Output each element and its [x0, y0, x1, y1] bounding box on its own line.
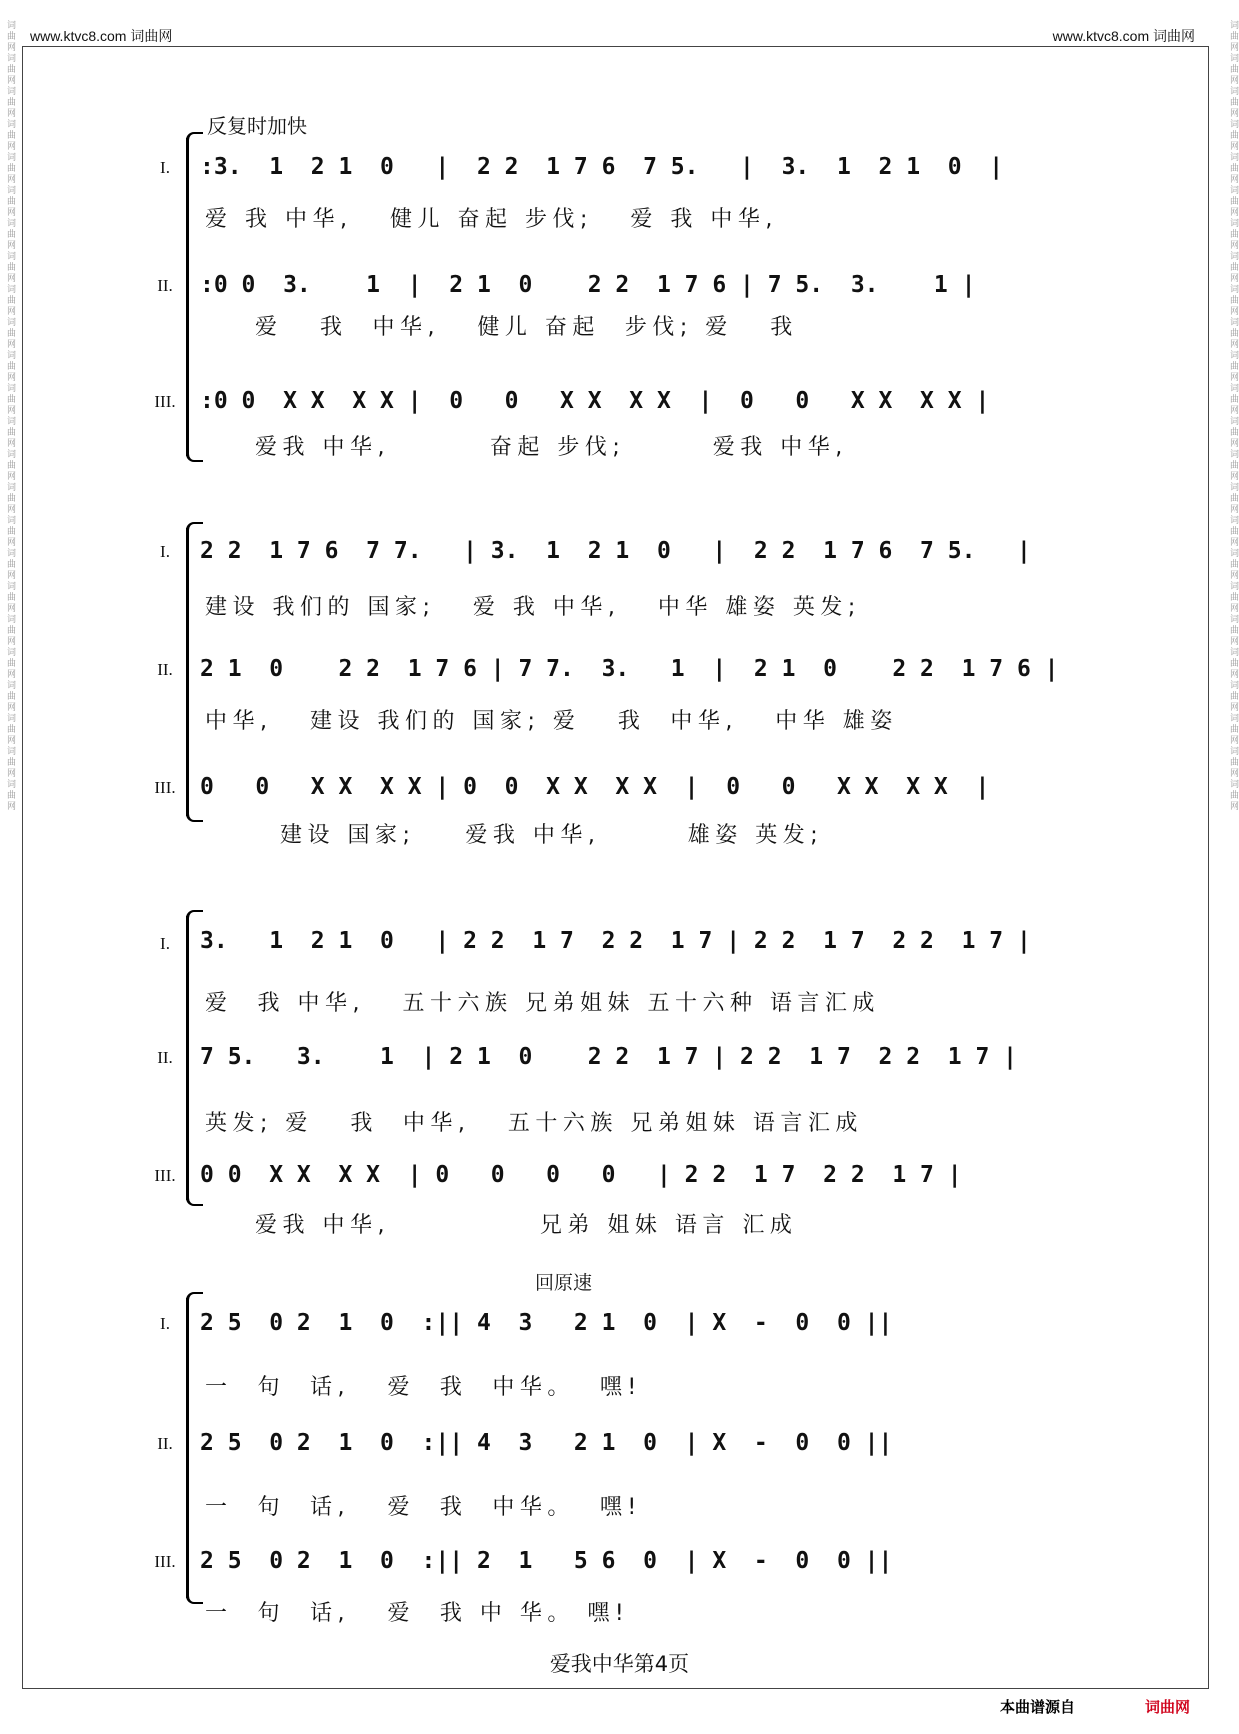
- staff-lyrics: 一 句 话, 爱 我 中华。 嘿!: [205, 1495, 642, 1520]
- score-system-1: [150, 130, 1100, 470]
- system-bracket: [186, 528, 201, 816]
- staff-lyrics: 中华, 建设 我们的 国家; 爱 我 中华, 中华 雄姿: [205, 709, 898, 734]
- part-label-3: III.: [154, 392, 176, 411]
- edge-watermark-right: 词曲网词曲网词曲网词曲网词曲网词曲网词曲网词曲网词曲网词曲网词曲网词曲网词曲网词曲网词曲网词曲网词曲网词曲网词曲网词曲网词曲网词曲网词曲网词曲网: [1228, 20, 1238, 812]
- part-label-3: III.: [154, 1552, 176, 1571]
- part-label-3: III.: [154, 778, 176, 797]
- system-bracket: [186, 138, 201, 456]
- staff-lyrics: 一 句 话, 爱 我 中 华。 嘿!: [205, 1601, 630, 1626]
- staff-notes: 0 0 X X X X | 0 0 X X X X | 0 0 X X X X |: [200, 774, 990, 800]
- source-label: 本曲谱源自: [1000, 1698, 1076, 1716]
- part-label-1: I.: [160, 158, 170, 177]
- part-label-2: II.: [157, 1048, 173, 1067]
- frame-bottom: [22, 1688, 1209, 1689]
- frame-left: [22, 46, 23, 1688]
- staff-notes: 7 5. 3. 1 | 2 1 0 2 2 1 7 | 2 2 1 7 2 2 1 7 |: [200, 1044, 1017, 1070]
- system-bracket: [186, 1298, 201, 1598]
- staff-notes: 2 5 0 2 1 0 :|| 2 1 5 6 0 | X - 0 0 ||: [200, 1548, 893, 1574]
- header-left[interactable]: www.ktvc8.com 词曲网: [30, 28, 173, 44]
- frame-right: [1208, 46, 1209, 1688]
- staff-lyrics: 爱我 中华, 兄弟 姐妹 语言 汇成: [205, 1213, 798, 1238]
- staff-notes: 2 1 0 2 2 1 7 6 | 7 7. 3. 1 | 2 1 0 2 2 1 7 6 |: [200, 656, 1059, 682]
- staff-lyrics: 爱 我 中华, 五十六族 兄弟姐妹 五十六种 语言汇成: [205, 991, 880, 1016]
- tempo-mark-original: 回原速: [535, 1272, 593, 1294]
- staff-notes: 3. 1 2 1 0 | 2 2 1 7 2 2 1 7 | 2 2 1 7 2 2 1 7 |: [200, 928, 1031, 954]
- staff-notes: 2 5 0 2 1 0 :|| 4 3 2 1 0 | X - 0 0 ||: [200, 1430, 893, 1456]
- part-label-2: II.: [157, 276, 173, 295]
- staff-notes: :0 0 X X X X | 0 0 X X X X | 0 0 X X X X |: [200, 388, 990, 414]
- staff-notes: :0 0 3. 1 | 2 1 0 2 2 1 7 6 | 7 5. 3. 1 |: [200, 272, 976, 298]
- staff-lyrics: 爱 我 中华, 健儿 奋起 步伐; 爱 我: [205, 315, 798, 340]
- staff-lyrics: 爱 我 中华, 健儿 奋起 步伐; 爱 我 中华,: [205, 207, 778, 232]
- score-system-4: [150, 1290, 1100, 1640]
- part-label-1: I.: [160, 934, 170, 953]
- source-site-link[interactable]: 词曲网: [1145, 1698, 1191, 1716]
- part-label-2: II.: [157, 1434, 173, 1453]
- page-footer-title: 爱我中华第4页: [549, 1652, 690, 1676]
- tempo-mark-faster: 反复时加快: [207, 114, 307, 138]
- header-right[interactable]: www.ktvc8.com 词曲网: [1052, 28, 1195, 44]
- staff-lyrics: 建设 国家; 爱我 中华, 雄姿 英发;: [205, 823, 824, 848]
- part-label-2: II.: [157, 660, 173, 679]
- score-system-2: [150, 520, 1100, 848]
- staff-lyrics: 一 句 话, 爱 我 中华。 嘿!: [205, 1375, 642, 1400]
- staff-notes: :3. 1 2 1 0 | 2 2 1 7 6 7 5. | 3. 1 2 1 0 |: [200, 154, 1004, 180]
- part-label-3: III.: [154, 1166, 176, 1185]
- staff-notes: 0 0 X X X X | 0 0 0 0 | 2 2 1 7 2 2 1 7 |: [200, 1162, 962, 1188]
- edge-watermark-left: 词曲网词曲网词曲网词曲网词曲网词曲网词曲网词曲网词曲网词曲网词曲网词曲网词曲网词曲网词曲网词曲网词曲网词曲网词曲网词曲网词曲网词曲网词曲网词曲网: [5, 20, 15, 812]
- staff-lyrics: 爱我 中华, 奋起 步伐; 爱我 中华,: [205, 435, 848, 460]
- staff-notes: 2 5 0 2 1 0 :|| 4 3 2 1 0 | X - 0 0 ||: [200, 1310, 893, 1336]
- staff-lyrics: 英发; 爱 我 中华, 五十六族 兄弟姐妹 语言汇成: [205, 1111, 863, 1136]
- part-label-1: I.: [160, 542, 170, 561]
- score-system-3: [150, 908, 1100, 1238]
- system-bracket: [186, 916, 201, 1200]
- staff-lyrics: 建设 我们的 国家; 爱 我 中华, 中华 雄姿 英发;: [205, 595, 861, 620]
- staff-notes: 2 2 1 7 6 7 7. | 3. 1 2 1 0 | 2 2 1 7 6 7 5. |: [200, 538, 1031, 564]
- frame-top: [22, 46, 1209, 47]
- part-label-1: I.: [160, 1314, 170, 1333]
